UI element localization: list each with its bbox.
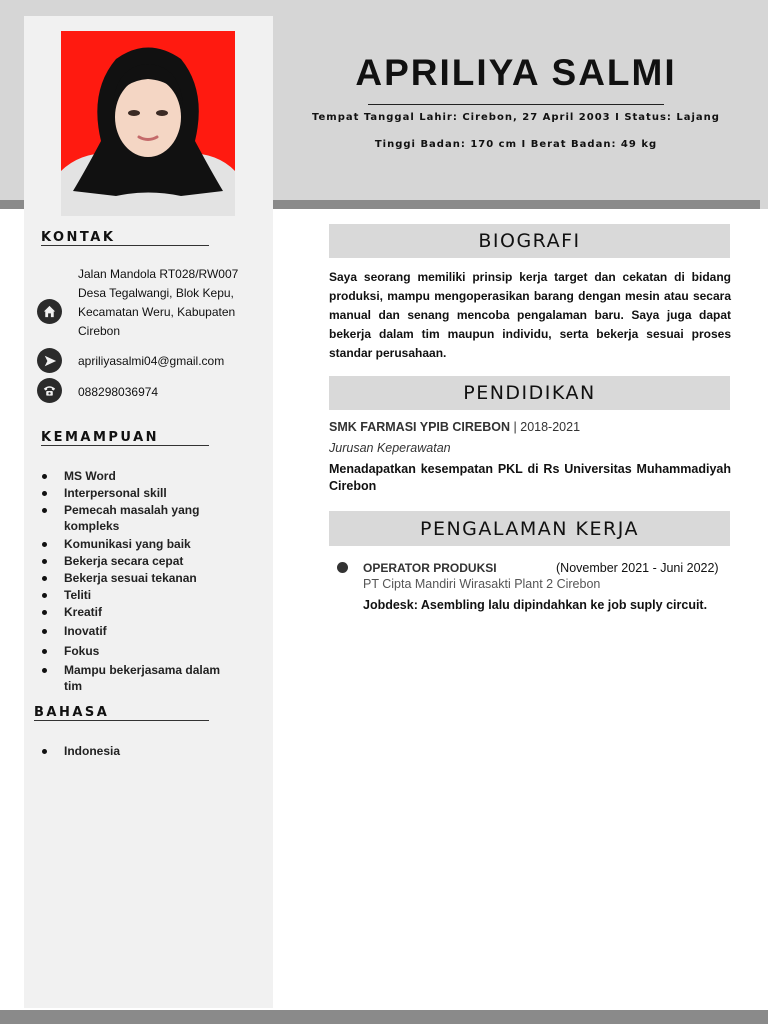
jobdesk-text: Asembling lalu dipindahkan ke job suply circuit. (417, 598, 708, 612)
address-line: Cirebon (78, 324, 121, 338)
skills-heading: KEMAMPUAN (41, 430, 160, 445)
height-weight-line: Tinggi Badan: 170 cm I Berat Badan: 49 kg (374, 139, 658, 150)
bullet-icon (42, 668, 47, 673)
education-major: Jurusan Keperawatan (329, 441, 451, 455)
name-underline (368, 104, 664, 105)
bullet-icon (42, 474, 47, 479)
bullet-icon (42, 610, 47, 615)
bullet-icon (42, 649, 47, 654)
bullet-icon (42, 749, 47, 754)
job-description (363, 598, 707, 612)
bullet-icon (42, 559, 47, 564)
school-years: 2018-2021 (520, 420, 581, 434)
address-line: Kecamatan Weru, Kabupaten (78, 305, 236, 319)
school-separator: | (510, 420, 521, 434)
bullet-icon (42, 593, 47, 598)
address-line: Jalan Mandola RT028/RW007 (78, 267, 239, 281)
bullet-icon (42, 491, 47, 496)
bullet-icon (42, 542, 47, 547)
send-icon (37, 348, 62, 373)
home-icon (37, 299, 62, 324)
job-title: OPERATOR PRODUKSI (363, 561, 497, 575)
job-company: PT Cipta Mandiri Wirasakti Plant 2 Cirebon (363, 577, 601, 591)
jobdesk-label: Jobdesk: (363, 598, 418, 612)
address-line: Desa Tegalwangi, Blok Kepu, (78, 286, 234, 300)
language-heading-rule (34, 720, 209, 721)
birth-status-line: Tempat Tanggal Lahir: Cirebon, 27 April 2003 I Status: Lajang (312, 112, 720, 123)
bullet-icon (42, 508, 47, 513)
bullet-icon (337, 562, 348, 573)
profile-photo (61, 31, 235, 216)
job-period: (November 2021 - Juni 2022) (556, 561, 719, 575)
contact-phone[interactable]: 088298036974 (78, 385, 159, 399)
contact-address (78, 265, 238, 341)
education-note: Menadapatkan kesempatan PKL di Rs Universitas Muhammadiyah Cirebon (329, 462, 731, 493)
contact-heading: KONTAK (41, 230, 116, 245)
experience-heading: PENGALAMAN KERJA (329, 511, 730, 546)
education-heading: PENDIDIKAN (329, 376, 730, 410)
candidate-name: APRILIYA SALMI (355, 52, 677, 93)
contact-email[interactable]: apriliyasalmi04@gmail.com (78, 354, 225, 368)
contact-heading-rule (41, 245, 209, 246)
education-school-line (329, 420, 580, 434)
bio-heading: BIOGRAFI (329, 224, 730, 258)
bullet-icon (42, 629, 47, 634)
skills-heading-rule (41, 445, 209, 446)
language-heading: BAHASA (34, 705, 110, 720)
phone-icon (37, 378, 62, 403)
bio-text: Saya seorang memiliki prinsip kerja target dan cekatan di bidang produksi, mampu mengoperasikan barang dengan mesin atau secara manual dan senang mencoba pengalaman baru. Saya juga dapat bekerja dalam tim maupun individu, serta bekerja sesuai proses standar perusahaan. (329, 270, 731, 360)
bullet-icon (42, 576, 47, 581)
footer-bar (0, 1010, 768, 1024)
school-name: SMK FARMASI YPIB CIREBON (329, 420, 511, 434)
